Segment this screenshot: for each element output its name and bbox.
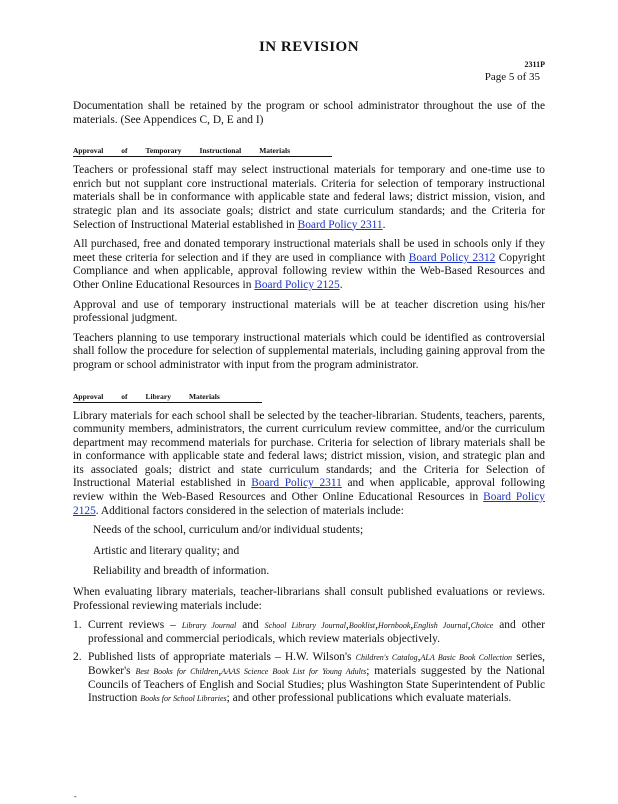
list-item: 1. Current reviews – Library Journal and School Library Journal,Booklist,Hornbook,English Journal,Choice and other professional and commercial periodicals, which review materials objectively.: [73, 619, 546, 645]
list-item: Needs of the school, curriculum and/or individual students;: [73, 524, 545, 538]
footer-mark: -: [74, 792, 77, 801]
list-item: Reliability and breadth of information.: [73, 565, 545, 579]
board-policy-2125-link[interactable]: Board Policy 2125: [254, 278, 340, 291]
policy-number: 2311P: [524, 60, 545, 69]
bullet-icon: [73, 545, 93, 559]
list-item: 2. Published lists of appropriate materials – H.W. Wilson's Children's Catalog,ALA Basic Book Collection series, Bowker's Best Books for Children,AAAS Science Book List for Young Adults; materials suggested by the National Councils of Teachers of English and Social Studies; plus Washington State Superintendent of Public Instruction Books for School Libraries; and other professional publications which evaluate materials.: [73, 651, 545, 705]
section-heading-library: Approval of Library Materials: [73, 392, 262, 403]
selection-factors-list: [73, 524, 545, 579]
page-title: IN REVISION: [258, 39, 360, 55]
board-policy-2312-link[interactable]: Board Policy 2312: [408, 251, 496, 264]
page-number: Page 5 of 35: [484, 71, 540, 83]
temporary-paragraph-4: Teachers planning to use temporary instructional materials which could be identified as controversial shall follow the procedure for selection of supplemental materials, including gaining approval from the program or school administrator with input from the program administrator.: [73, 331, 545, 371]
board-policy-2311-link[interactable]: Board Policy 2311: [297, 218, 383, 231]
temporary-paragraph-1: Teachers or professional staff may select instructional materials for temporary and one-time use to enrich but not supplant core instructional materials. Criteria for selection of temporary instructional materials shall be in conformance with applicable state and federal laws; district mission, vision, and strategic plan and its associate goals; district and state curriculum standards; and the Criteria for Selection of Instructional Material established in Board Policy 2311.: [73, 164, 545, 231]
temporary-paragraph-3: Approval and use of temporary instructional materials will be at teacher discretion using his/her professional judgment.: [73, 298, 545, 325]
temporary-paragraph-2: All purchased, free and donated temporary instructional materials shall be used in schools only if they meet these criteria for selection and if they are used in compliance with Board Policy 2312 Copyright Compliance and when applicable, approval following review within the Web-Based Resources and Other Online Educational Resources in Board Policy 2125.: [73, 238, 545, 291]
library-paragraph-1: Library materials for each school shall be selected by the teacher-librarian. Students, teachers, parents, community members, administrators, the current curriculum review committee, and/or the curriculum department may recommend materials for purchase. Criteria for selection of library materials shall be in conformance with applicable state and federal laws; district mission, vision, and strategic plan and its associated goals; district and state curriculum standards; and the Criteria for Selection of Instructional Material established in Board Policy 2311 and when applicable, approval following review within the Web-Based Resources and Other Online Educational Resources in Board Policy 2125. Additional factors considered in the selection of materials include:: [73, 409, 545, 517]
bullet-icon: [73, 565, 93, 579]
bullet-icon: [73, 524, 93, 538]
board-policy-2311-link[interactable]: Board Policy 2311: [251, 477, 342, 490]
board-policy-2125-link[interactable]: Board Policy 2125: [73, 491, 545, 517]
list-item: Artistic and literary quality; and: [73, 545, 545, 559]
library-paragraph-2: When evaluating library materials, teacher-librarians shall consult published evaluations or reviews. Professional reviewing materials include:: [73, 586, 545, 612]
document-body: [73, 100, 545, 711]
reviewing-materials-list: [73, 619, 545, 706]
intro-paragraph: Documentation shall be retained by the program or school administrator throughout the use of the materials. (See Appendices C, D, E and I): [73, 100, 545, 126]
section-heading-temporary: Approval of Temporary Instructional Materials: [73, 146, 332, 157]
